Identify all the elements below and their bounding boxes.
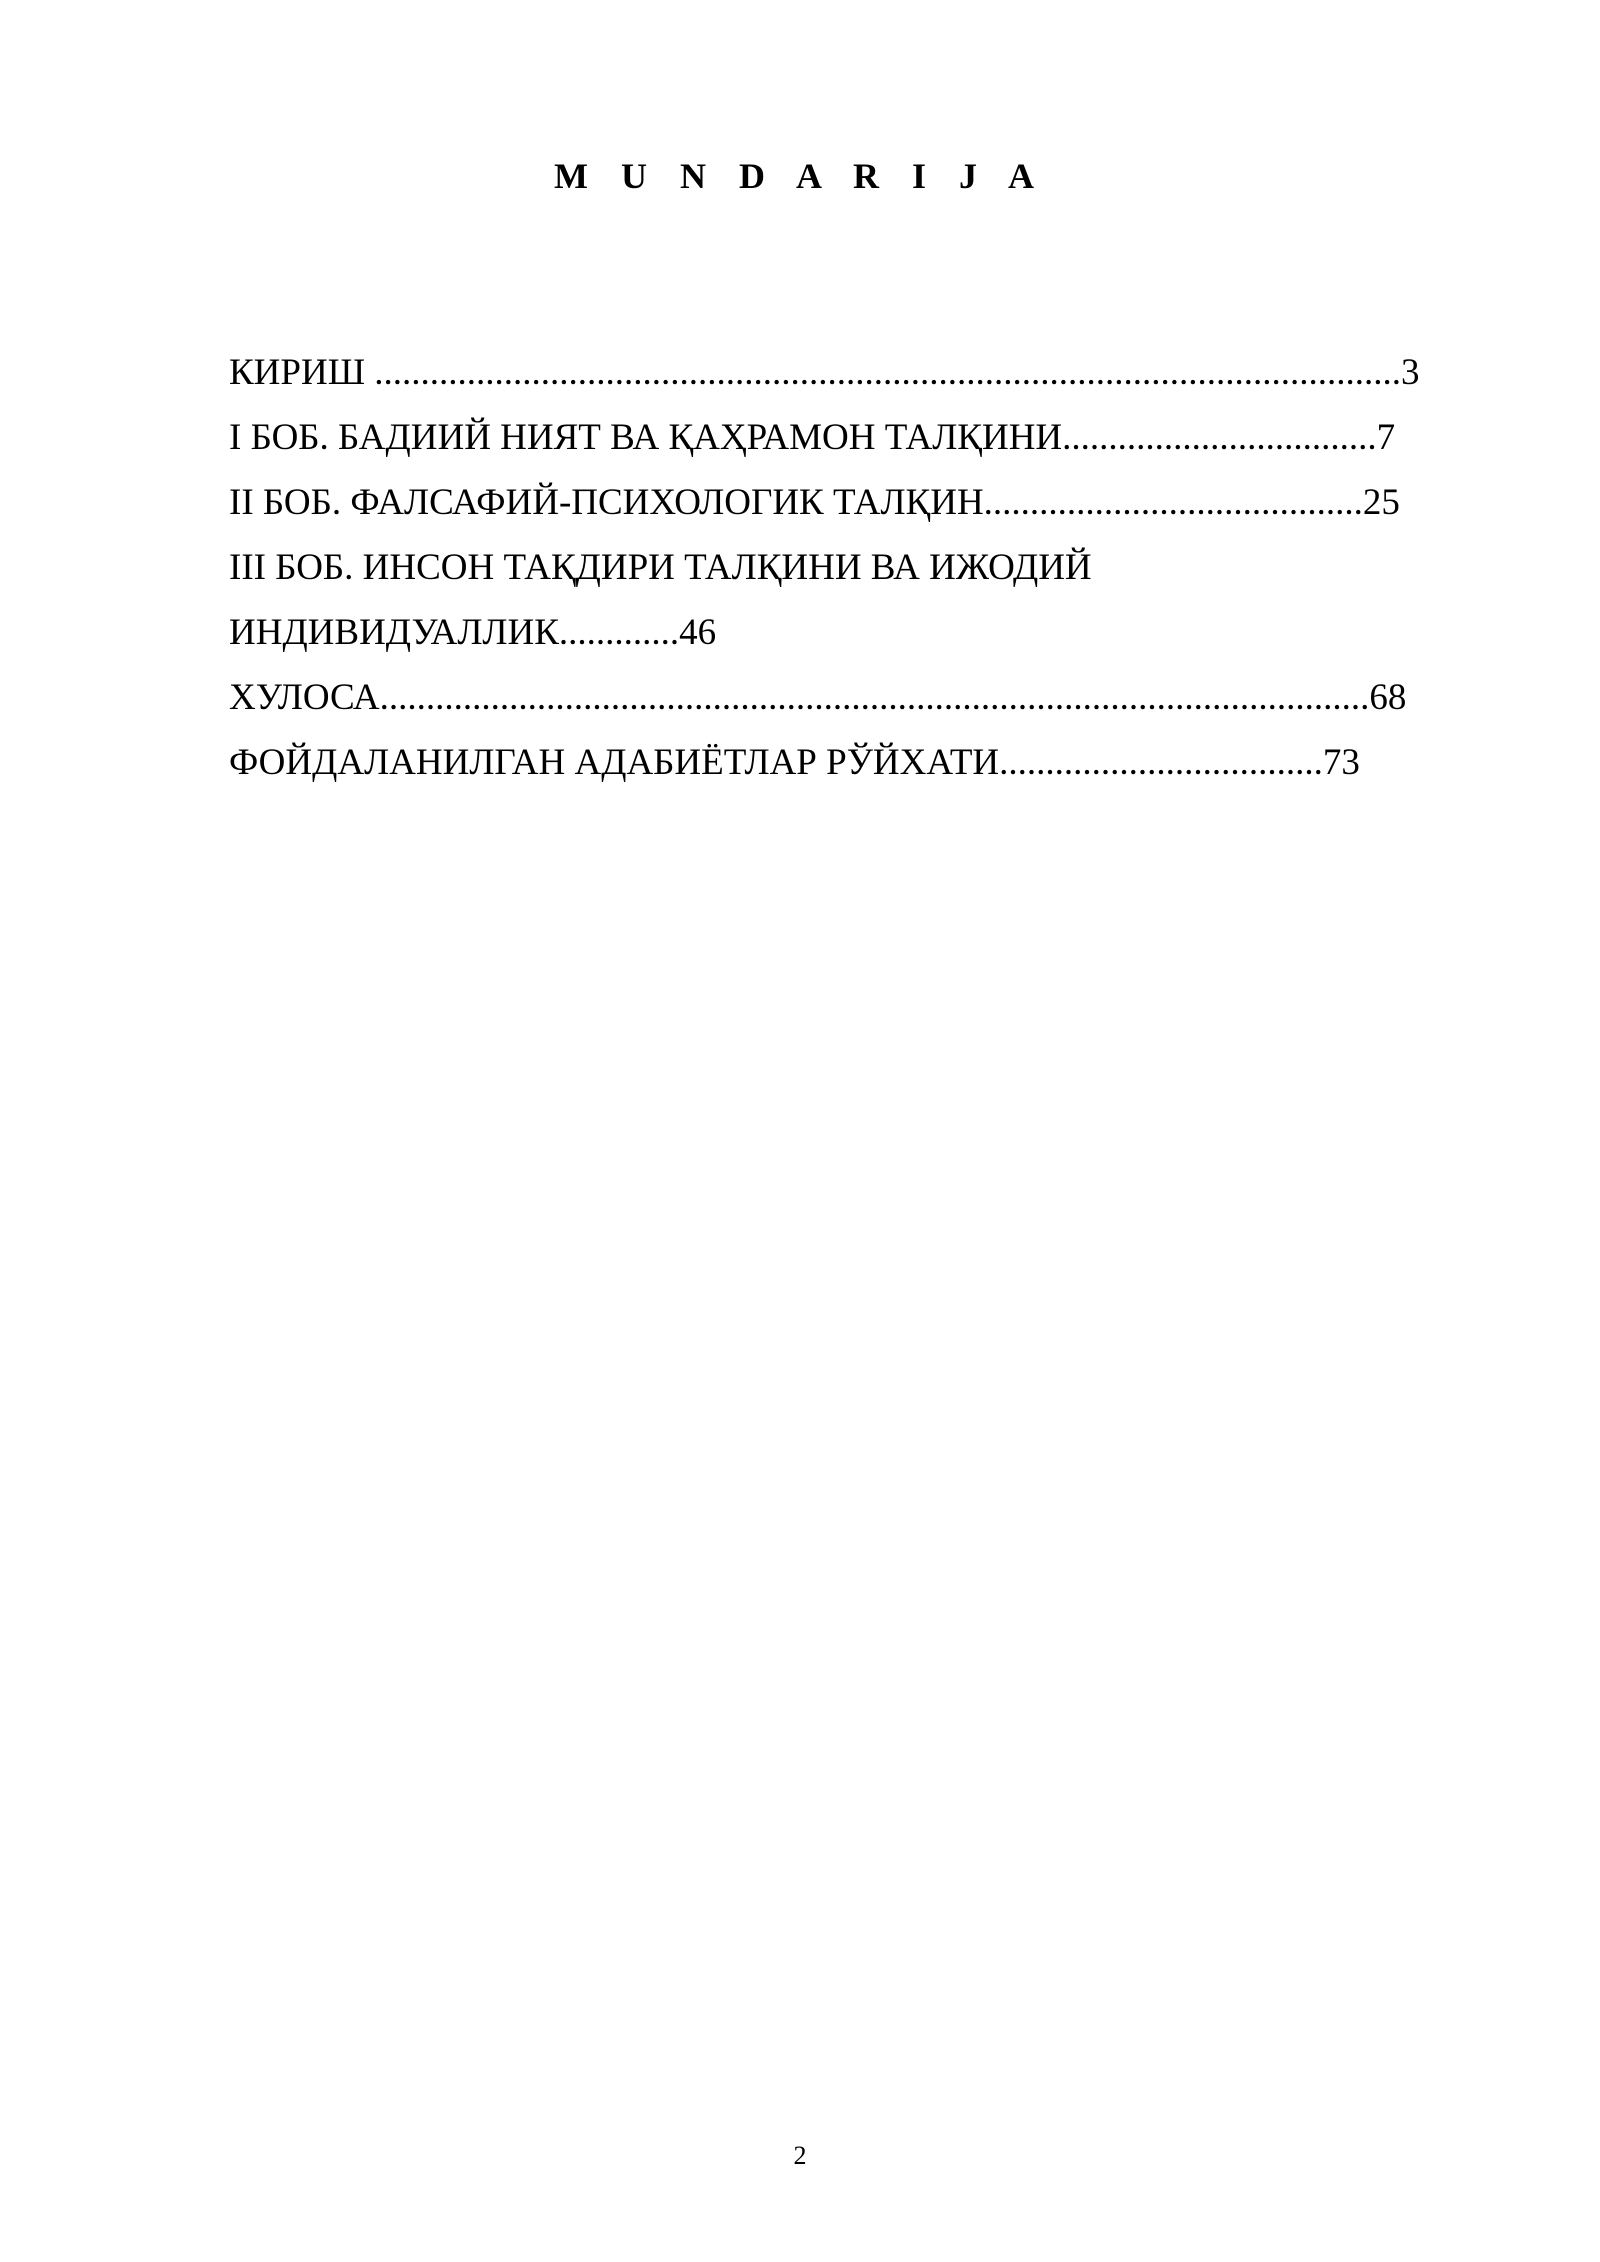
toc-entry-introduction: КИРИШ ...............................................................................................................3 [229,352,1420,393]
toc-entry-chapter-1: I БОБ. БАДИИЙ НИЯТ ВА ҚАҲРАМОН ТАЛҚИНИ..................................7 [229,417,1396,458]
page-number: 2 [793,2141,807,2170]
toc-entry-chapter-3-continued: ИНДИВИДУАЛЛИК.............46 [229,612,717,653]
page-title: M U N D A R I J A [553,156,1047,196]
toc-entry-conclusion: ХУЛОСА...........................................................................................................68 [229,677,1407,718]
toc-entry-chapter-2: II БОБ. ФАЛСАФИЙ-ПСИХОЛОГИК ТАЛҚИН.........................................25 [229,482,1400,523]
toc-entry-references: ФОЙДАЛАНИЛГАН АДАБИЁТЛАР РЎЙХАТИ...................................73 [229,742,1360,783]
toc-entry-chapter-3: III БОБ. ИНСОН ТАҚДИРИ ТАЛҚИНИ ВА ИЖОДИЙ [229,547,1092,588]
table-of-contents [229,340,1429,795]
